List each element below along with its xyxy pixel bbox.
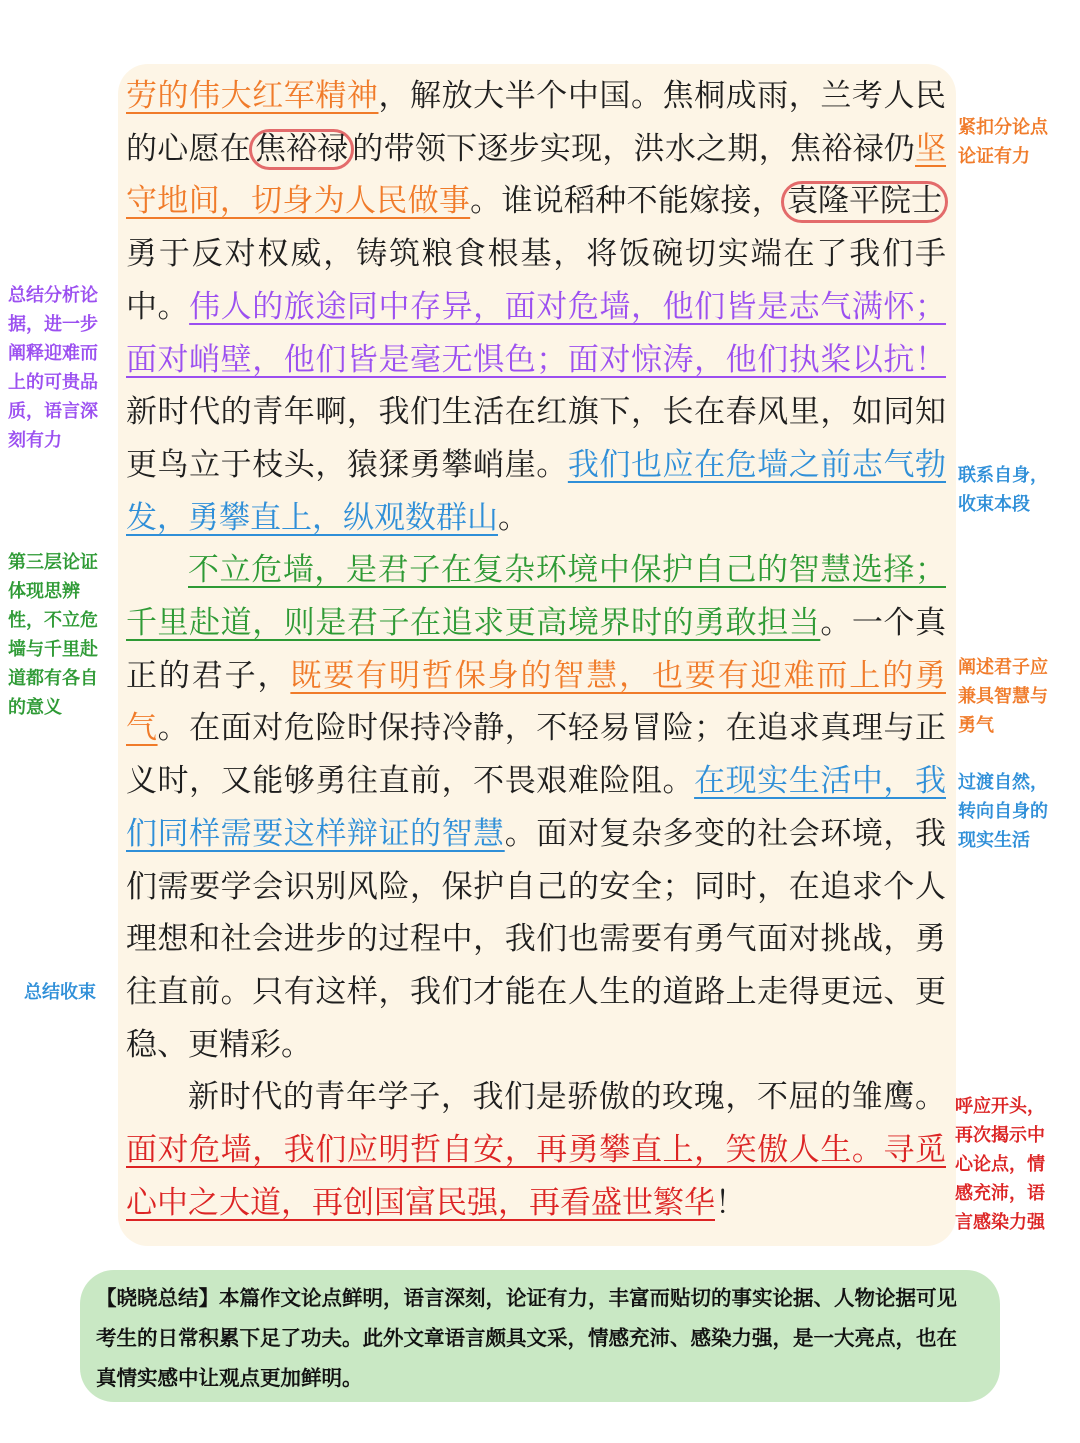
underline-great-people-journey: 伟人的旅途同中存异，面对危墙，他们皆是志气满怀；面对峭壁，他们皆是毫无惧色；面对惊涛，他们执桨以抗！ xyxy=(126,288,947,378)
essay-text xyxy=(126,70,946,1229)
note-echo-opening: 呼应开头， 再次揭示中 心论点，情 感充沛，语 言感染力强 xyxy=(955,1096,1045,1233)
underline-we-should-climb: 我们也应在危墙之前志气勃发，勇攀直上，纵观数群山 xyxy=(126,446,947,536)
underline-red-army-spirit: 劳的伟大红军精神 xyxy=(126,78,379,114)
underline-real-life: 在现实生活中，我们同样需要这样辩证的智慧 xyxy=(126,763,946,852)
note-conclude: 总结收束 xyxy=(24,982,96,1003)
text: ！ xyxy=(715,1184,746,1221)
text: 新时代的青年啊，我们生活在红旗下，长在春风里，如同知更鸟立于枝头，猿猱勇攀峭崖。 xyxy=(126,394,946,483)
note-close-argument: 紧扣分论点 论证有力 xyxy=(958,117,1048,167)
circled-jiao-yulu: 焦裕禄 xyxy=(249,129,354,171)
text: 。面对复杂多变的社会环境，我们需要学会识别风险，保护自己的安全；同时，在追求个人理想和社会进步的过程中，我们也需要有勇气面对挑战，勇往直前。只有这样，我们才能在人生的道路上走得更远、更稳、更精彩。 xyxy=(126,815,946,1063)
underline-serve-people: 坚守地间，切身为人民做事 xyxy=(126,130,947,220)
note-connect-self: 联系自身， 收束本段 xyxy=(958,465,1048,515)
note-summary-analysis: 总结分析论 据，进一步 阐释迎难而 上的可贵品 质，语言深 刻有力 xyxy=(8,285,98,451)
note-third-layer: 第三层论证 体现思辨 性，不立危 墙与千里赴 道都有各自 的意义 xyxy=(8,552,98,718)
note-junzi-wisdom: 阐述君子应 兼具智慧与 勇气 xyxy=(958,657,1048,736)
text: 。一个真正的君子， xyxy=(126,605,947,694)
text: 。 xyxy=(498,499,529,536)
text: 的带领下逐步实现，洪水之期，焦裕禄仍 xyxy=(352,130,916,167)
paragraph-2 xyxy=(126,544,946,1071)
underline-wisdom-and-courage: 既要有明哲保身的智慧，也要有迎难而上的勇气 xyxy=(126,657,946,747)
underline-thesis-dialectic: 不立危墙，是君子在复杂环境中保护自己的智慧选择；千里赴道，则是君子在追求更高境界时的勇敢担当 xyxy=(126,552,946,642)
summary-text: 【晓晓总结】本篇作文论点鲜明，语言深刻，论证有力，丰富而贴切的事实论据、人物论据可见考生的日常积累下足了功夫。此外文章语言颇具文采，情感充沛、感染力强，是一大亮点，也在真情实感中让观点更加鲜明。 xyxy=(96,1286,957,1390)
text: 勇于反对权威，铸筑粮食根基，将饭碗切实端在了我们手中。 xyxy=(126,236,946,325)
text: 。在面对危险时保持冷静，不轻易冒险；在追求真理与正义时，又能够勇往直前，不畏艰难险阻。 xyxy=(126,710,946,800)
text: ，解放大半个中国。焦桐成雨，兰考人民的心愿在 xyxy=(126,78,947,167)
note-transition: 过渡自然， 转向自身的 现实生活 xyxy=(958,772,1048,851)
paragraph-1 xyxy=(126,70,946,544)
summary-box xyxy=(80,1270,1000,1402)
circled-yuan-longping: 袁隆平院士 xyxy=(781,181,948,223)
underline-conclusion: 面对危墙，我们应明哲自安，再勇攀直上，笑傲人生。寻觅心中之大道，再创国富民强，再看盛世繁华 xyxy=(126,1132,946,1221)
text: 新时代的青年学子，我们是骄傲的玫瑰，不屈的雏鹰。 xyxy=(188,1079,946,1116)
paragraph-3 xyxy=(126,1071,946,1229)
text: 。谁说稻种不能嫁接， xyxy=(470,183,784,220)
